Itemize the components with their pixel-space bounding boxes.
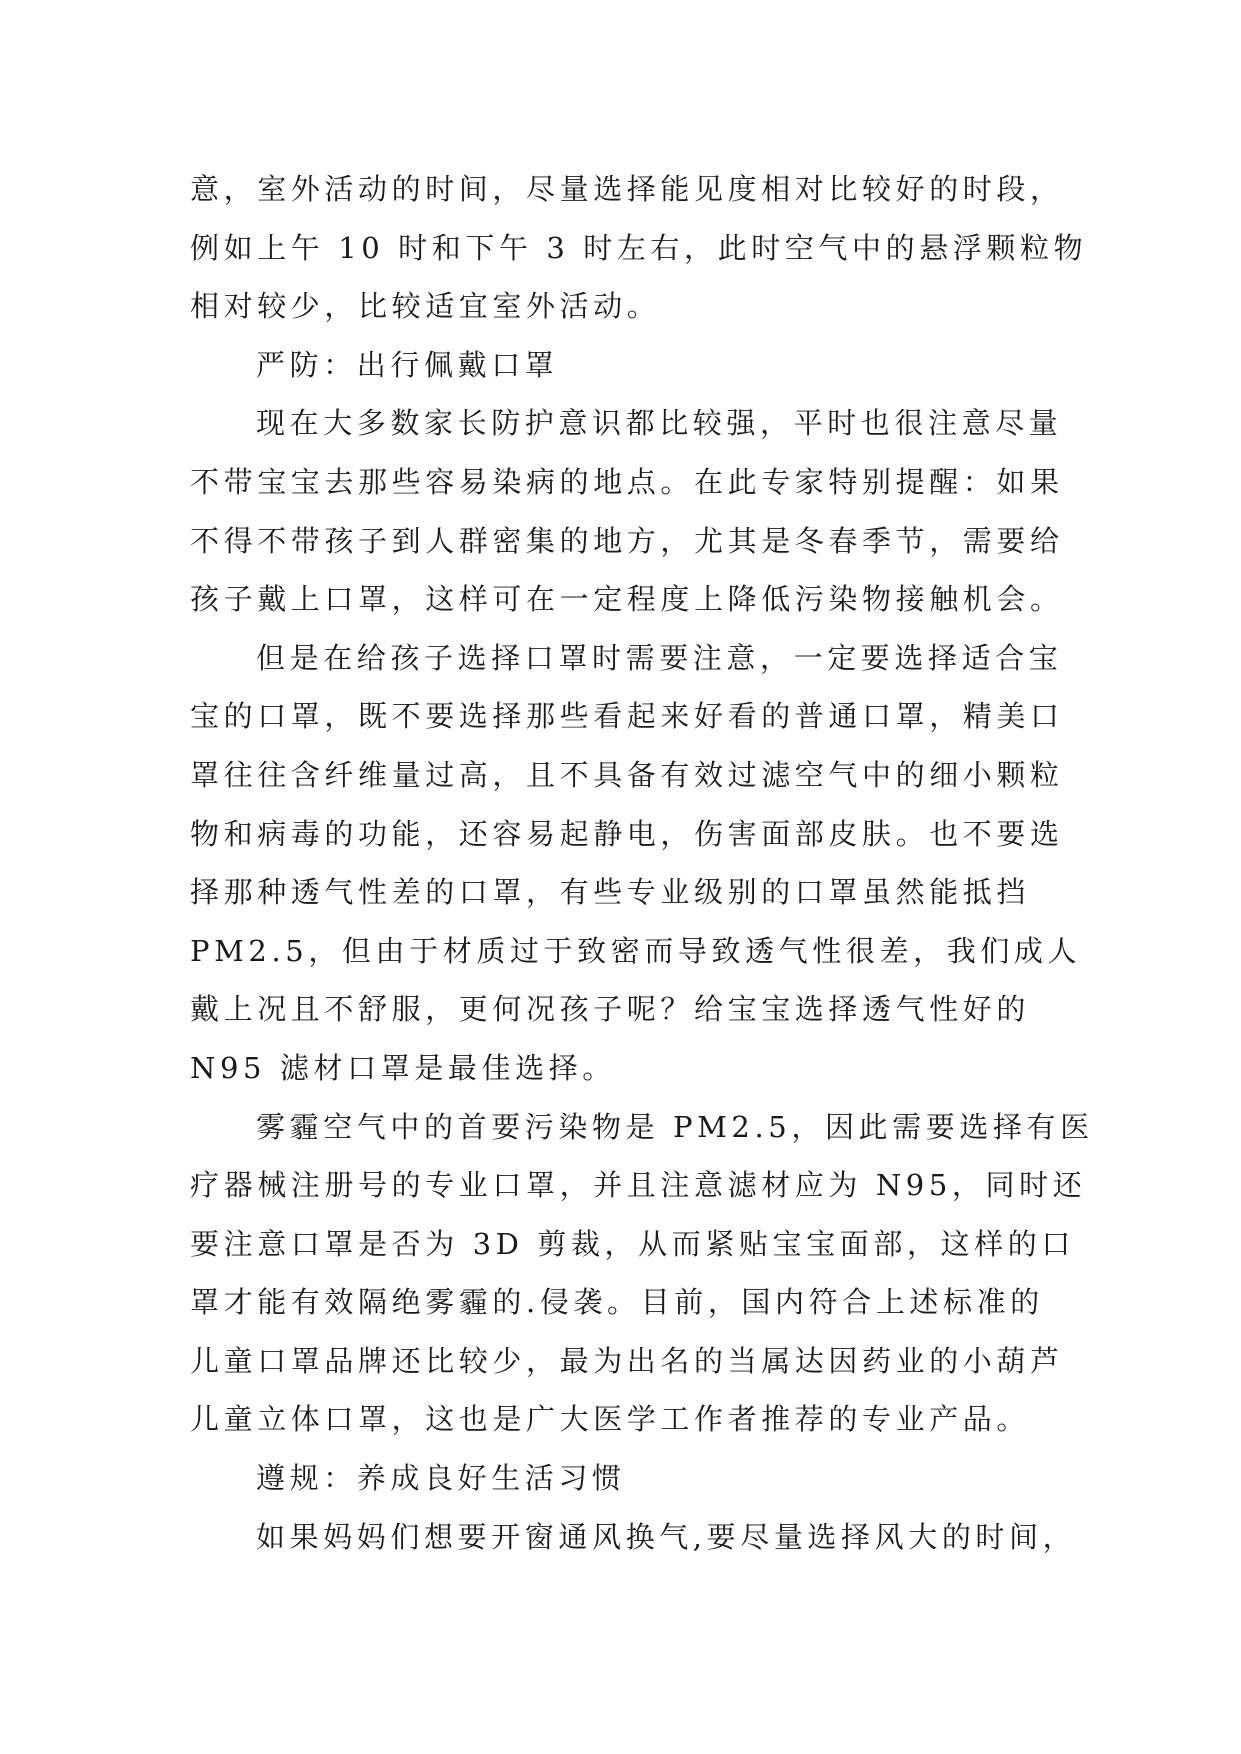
text-line: N95 滤材口罩是最佳选择。 bbox=[190, 1050, 616, 1085]
text-line: 孩子戴上口罩，这样可在一定程度上降低污染物接触机会。 bbox=[190, 582, 1064, 617]
text-line: 如果妈妈们想要开窗通风换气,要尽量选择风大的时间， bbox=[256, 1519, 1077, 1554]
text-line: 物和病毒的功能，还容易起静电，伤害面部皮肤。也不要选 bbox=[190, 816, 1064, 851]
text-line: PM2.5，但由于材质过于致密而导致透气性很差，我们成人 bbox=[190, 933, 1082, 968]
text-line: 但是在给孩子选择口罩时需要注意，一定要选择适合宝 bbox=[256, 640, 1063, 675]
text-line: 罩才能有效隔绝雾霾的.侵袭。目前，国内符合上述标准的 bbox=[190, 1285, 1044, 1320]
text-line: 例如上午 10 时和下午 3 时左右，此时空气中的悬浮颗粒物 bbox=[190, 230, 1088, 265]
text-line: 戴上况且不舒服，更何况孩子呢？给宝宝选择透气性好的 bbox=[190, 992, 1031, 1027]
text-line: 严防：出行佩戴口罩 bbox=[256, 347, 559, 382]
text-line: 儿童口罩品牌还比较少，最为出名的当属达因药业的小葫芦 bbox=[190, 1343, 1064, 1378]
text-line: 雾霾空气中的首要污染物是 PM2.5，因此需要选择有医 bbox=[256, 1109, 1094, 1144]
text-line: 不得不带孩子到人群密集的地方，尤其是冬春季节，需要给 bbox=[190, 523, 1064, 558]
text-line: 意，室外活动的时间，尽量选择能见度相对比较好的时段， bbox=[190, 172, 1064, 206]
text-line: 宝的口罩，既不要选择那些看起来好看的普通口罩，精美口 bbox=[190, 699, 1064, 734]
text-line: 遵规：养成良好生活习惯 bbox=[256, 1461, 626, 1496]
body-text bbox=[190, 160, 1094, 1566]
text-line: 不带宝宝去那些容易染病的地点。在此专家特别提醒：如果 bbox=[190, 464, 1064, 499]
text-line: 择那种透气性差的口罩，有些专业级别的口罩虽然能抵挡 bbox=[190, 875, 1031, 910]
text-line: 相对较少，比较适宜室外活动。 bbox=[190, 289, 661, 324]
text-line: 现在大多数家长防护意识都比较强，平时也很注意尽量 bbox=[256, 406, 1063, 441]
text-line: 疗器械注册号的专业口罩，并且注意滤材应为 N95，同时还 bbox=[190, 1168, 1087, 1203]
text-line: 儿童立体口罩，这也是广大医学工作者推荐的专业产品。 bbox=[190, 1402, 1031, 1437]
text-line: 要注意口罩是否为 3D 剪裁，从而紧贴宝宝面部，这样的口 bbox=[190, 1226, 1075, 1261]
text-line: 罩往往含纤维量过高，且不具备有效过滤空气中的细小颗粒 bbox=[190, 757, 1064, 792]
